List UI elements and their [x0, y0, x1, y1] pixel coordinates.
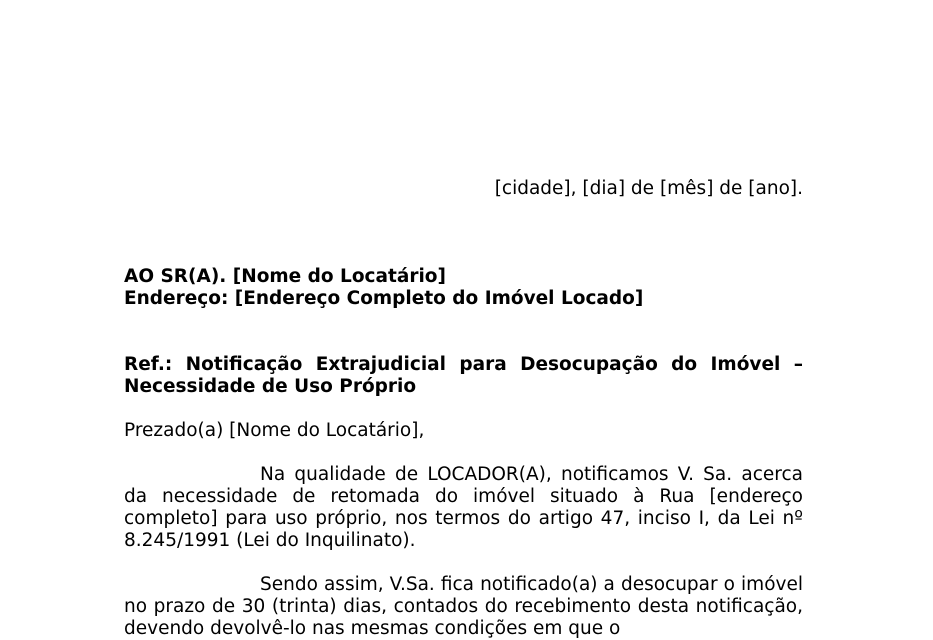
body-paragraph-1: Na qualidade de LOCADOR(A), notificamos V. Sa. acerca da necessidade de retomada do imóvel situado à Rua [endereço completo] para uso próprio, nos termos do artigo 47, inciso I, da Lei nº 8.245/1991 (Lei do Inquilinato). [124, 464, 803, 551]
reference-line-2: Necessidade de Uso Próprio [124, 376, 417, 397]
date-line: [cidade], [dia] de [mês] de [ano]. [494, 178, 803, 199]
body-paragraph-2: Sendo assim, V.Sa. fica notificado(a) a desocupar o imóvel no prazo de 30 (trinta) dias, contados do recebimento desta notificação, devendo devolvê-lo nas mesmas condições em que o [124, 574, 803, 639]
reference-subject [124, 354, 803, 398]
greeting: Prezado(a) [Nome do Locatário], [124, 420, 425, 441]
addressee-name: AO SR(A). [Nome do Locatário] [124, 266, 446, 287]
reference-line-1: Ref.: Notificação Extrajudicial para Desocupação do Imóvel – [124, 354, 803, 375]
addressee-block [124, 266, 803, 310]
addressee-address: Endereço: [Endereço Completo do Imóvel Locado] [124, 288, 644, 309]
